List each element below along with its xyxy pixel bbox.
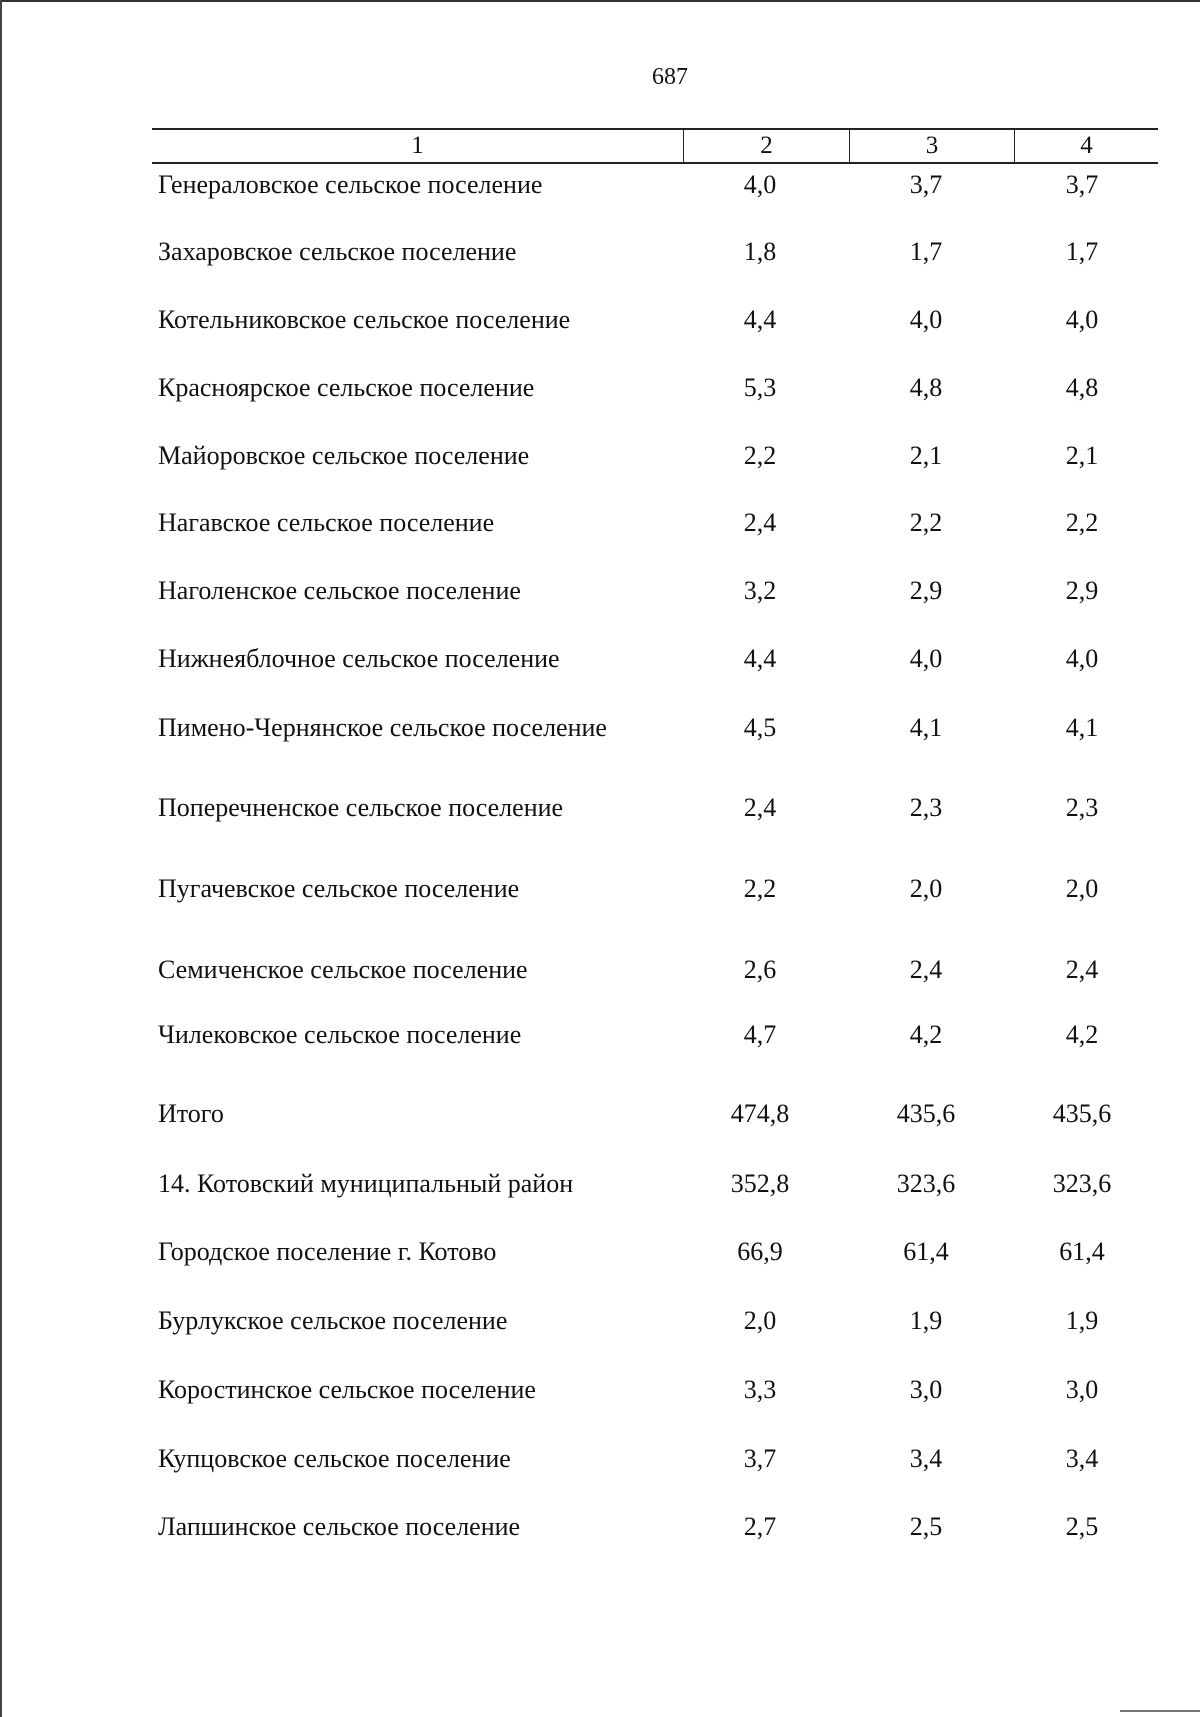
table-row (0, 232, 1200, 272)
row-value-col-3: 435,6 (896, 1099, 956, 1128)
row-value-col-3: 3,7 (909, 170, 943, 199)
table-row (0, 436, 1200, 476)
row-value-col-4: 2,3 (1065, 793, 1099, 822)
row-value-col-4: 2,2 (1065, 508, 1099, 537)
scan-edge-bottom-mark (1120, 1710, 1200, 1712)
row-value-col-4: 61,4 (1059, 1237, 1105, 1266)
row-value-col-2: 3,2 (743, 576, 777, 605)
row-value-col-2: 4,5 (743, 713, 777, 742)
row-value-col-3: 4,1 (909, 713, 943, 742)
row-value-col-2: 66,9 (737, 1237, 783, 1266)
table-header (152, 128, 1158, 164)
table-row (0, 1507, 1200, 1547)
row-value-col-4: 3,4 (1065, 1444, 1099, 1473)
row-name-cell: Коростинское сельское поселение (158, 1375, 536, 1404)
table-row (0, 368, 1200, 408)
row-name-cell: Пимено-Чернянское сельское поселение (158, 713, 607, 742)
row-value-col-3: 3,0 (909, 1375, 943, 1404)
row-value-col-4: 4,8 (1065, 373, 1099, 402)
row-value-col-4: 4,0 (1065, 305, 1099, 334)
row-value-col-2: 3,7 (743, 1444, 777, 1473)
row-value-col-4: 1,9 (1065, 1306, 1099, 1335)
row-value-col-3: 4,2 (909, 1020, 943, 1049)
row-name-cell: Городское поселение г. Котово (158, 1237, 497, 1266)
row-value-col-3: 2,0 (909, 874, 943, 903)
row-value-col-2: 474,8 (730, 1099, 790, 1128)
table-row (0, 165, 1200, 205)
row-value-col-2: 2,6 (743, 955, 777, 984)
table-row (0, 1015, 1200, 1055)
table-row (0, 503, 1200, 543)
table-row (0, 1370, 1200, 1410)
row-value-col-4: 2,9 (1065, 576, 1099, 605)
row-name-cell: Пугачевское сельское поселение (158, 874, 520, 903)
row-value-col-2: 2,4 (743, 793, 777, 822)
row-value-col-3: 4,0 (909, 644, 943, 673)
row-value-col-4: 435,6 (1052, 1099, 1112, 1128)
table-row (0, 869, 1200, 909)
row-name-cell: Генераловское сельское поселение (158, 170, 543, 199)
row-name-cell: Купцовское сельское поселение (158, 1444, 511, 1473)
row-name-cell: Наголенское сельское поселение (158, 576, 521, 605)
header-col-4: 4 (1080, 132, 1093, 159)
table-row (0, 950, 1200, 990)
row-value-col-4: 3,7 (1065, 170, 1099, 199)
row-value-col-3: 323,6 (896, 1169, 956, 1198)
row-value-col-4: 4,0 (1065, 644, 1099, 673)
row-value-col-2: 2,0 (743, 1306, 777, 1335)
row-value-col-4: 2,1 (1065, 441, 1099, 470)
row-value-col-2: 4,7 (743, 1020, 777, 1049)
row-value-col-4: 2,0 (1065, 874, 1099, 903)
row-name-cell: Лапшинское сельское поселение (158, 1512, 521, 1541)
row-value-col-4: 4,1 (1065, 713, 1099, 742)
row-value-col-2: 4,4 (743, 305, 777, 334)
row-value-col-3: 2,9 (909, 576, 943, 605)
row-value-col-3: 2,3 (909, 793, 943, 822)
page-number: 687 (652, 64, 688, 90)
row-value-col-2: 2,7 (743, 1512, 777, 1541)
scan-edge-top (0, 0, 1200, 2)
header-col-1: 1 (152, 130, 684, 162)
row-value-col-4: 2,5 (1065, 1512, 1099, 1541)
row-value-col-4: 3,0 (1065, 1375, 1099, 1404)
row-name-cell: Красноярское сельское поселение (158, 373, 535, 402)
row-value-col-3: 4,0 (909, 305, 943, 334)
row-name-cell: Семиченское сельское поселение (158, 955, 528, 984)
row-name-cell: Котельниковское сельское поселение (158, 305, 571, 334)
header-col-2: 2 (684, 130, 850, 162)
row-name-cell: Поперечненское сельское поселение (158, 793, 564, 822)
row-value-col-2: 4,4 (743, 644, 777, 673)
row-value-col-4: 1,7 (1065, 237, 1099, 266)
row-value-col-3: 1,7 (909, 237, 943, 266)
row-value-col-2: 3,3 (743, 1375, 777, 1404)
row-value-col-2: 2,4 (743, 508, 777, 537)
table-row (0, 300, 1200, 340)
row-name-cell: Нижнеяблочное сельское поселение (158, 644, 560, 673)
row-value-col-3: 4,8 (909, 373, 943, 402)
row-name-cell: Чилековское сельское поселение (158, 1020, 522, 1049)
header-col-3: 3 (850, 130, 1015, 162)
table-row (0, 1439, 1200, 1479)
row-value-col-2: 1,8 (743, 237, 777, 266)
row-value-col-2: 5,3 (743, 373, 777, 402)
table-row (0, 1094, 1200, 1134)
row-value-col-3: 2,5 (909, 1512, 943, 1541)
table-row (0, 639, 1200, 679)
table-row (0, 788, 1200, 828)
table-row (0, 1301, 1200, 1341)
row-name-cell: Нагавское сельское поселение (158, 508, 495, 537)
row-name-cell: 14. Котовский муниципальный район (158, 1169, 574, 1198)
row-value-col-3: 2,2 (909, 508, 943, 537)
row-value-col-4: 4,2 (1065, 1020, 1099, 1049)
row-value-col-3: 1,9 (909, 1306, 943, 1335)
row-value-col-2: 4,0 (743, 170, 777, 199)
row-value-col-4: 323,6 (1052, 1169, 1112, 1198)
row-name-cell: Бурлукское сельское поселение (158, 1306, 508, 1335)
row-value-col-2: 2,2 (743, 874, 777, 903)
table-row (0, 571, 1200, 611)
table-row (0, 708, 1200, 748)
row-name-cell: Итого (158, 1099, 224, 1128)
row-value-col-3: 2,4 (909, 955, 943, 984)
row-value-col-3: 3,4 (909, 1444, 943, 1473)
row-value-col-3: 61,4 (903, 1237, 949, 1266)
row-name-cell: Майоровское сельское поселение (158, 441, 530, 470)
row-value-col-3: 2,1 (909, 441, 943, 470)
table-row (0, 1232, 1200, 1272)
row-value-col-2: 352,8 (730, 1169, 790, 1198)
row-name-cell: Захаровское сельское поселение (158, 237, 517, 266)
row-value-col-4: 2,4 (1065, 955, 1099, 984)
table-row (0, 1164, 1200, 1204)
row-value-col-2: 2,2 (743, 441, 777, 470)
